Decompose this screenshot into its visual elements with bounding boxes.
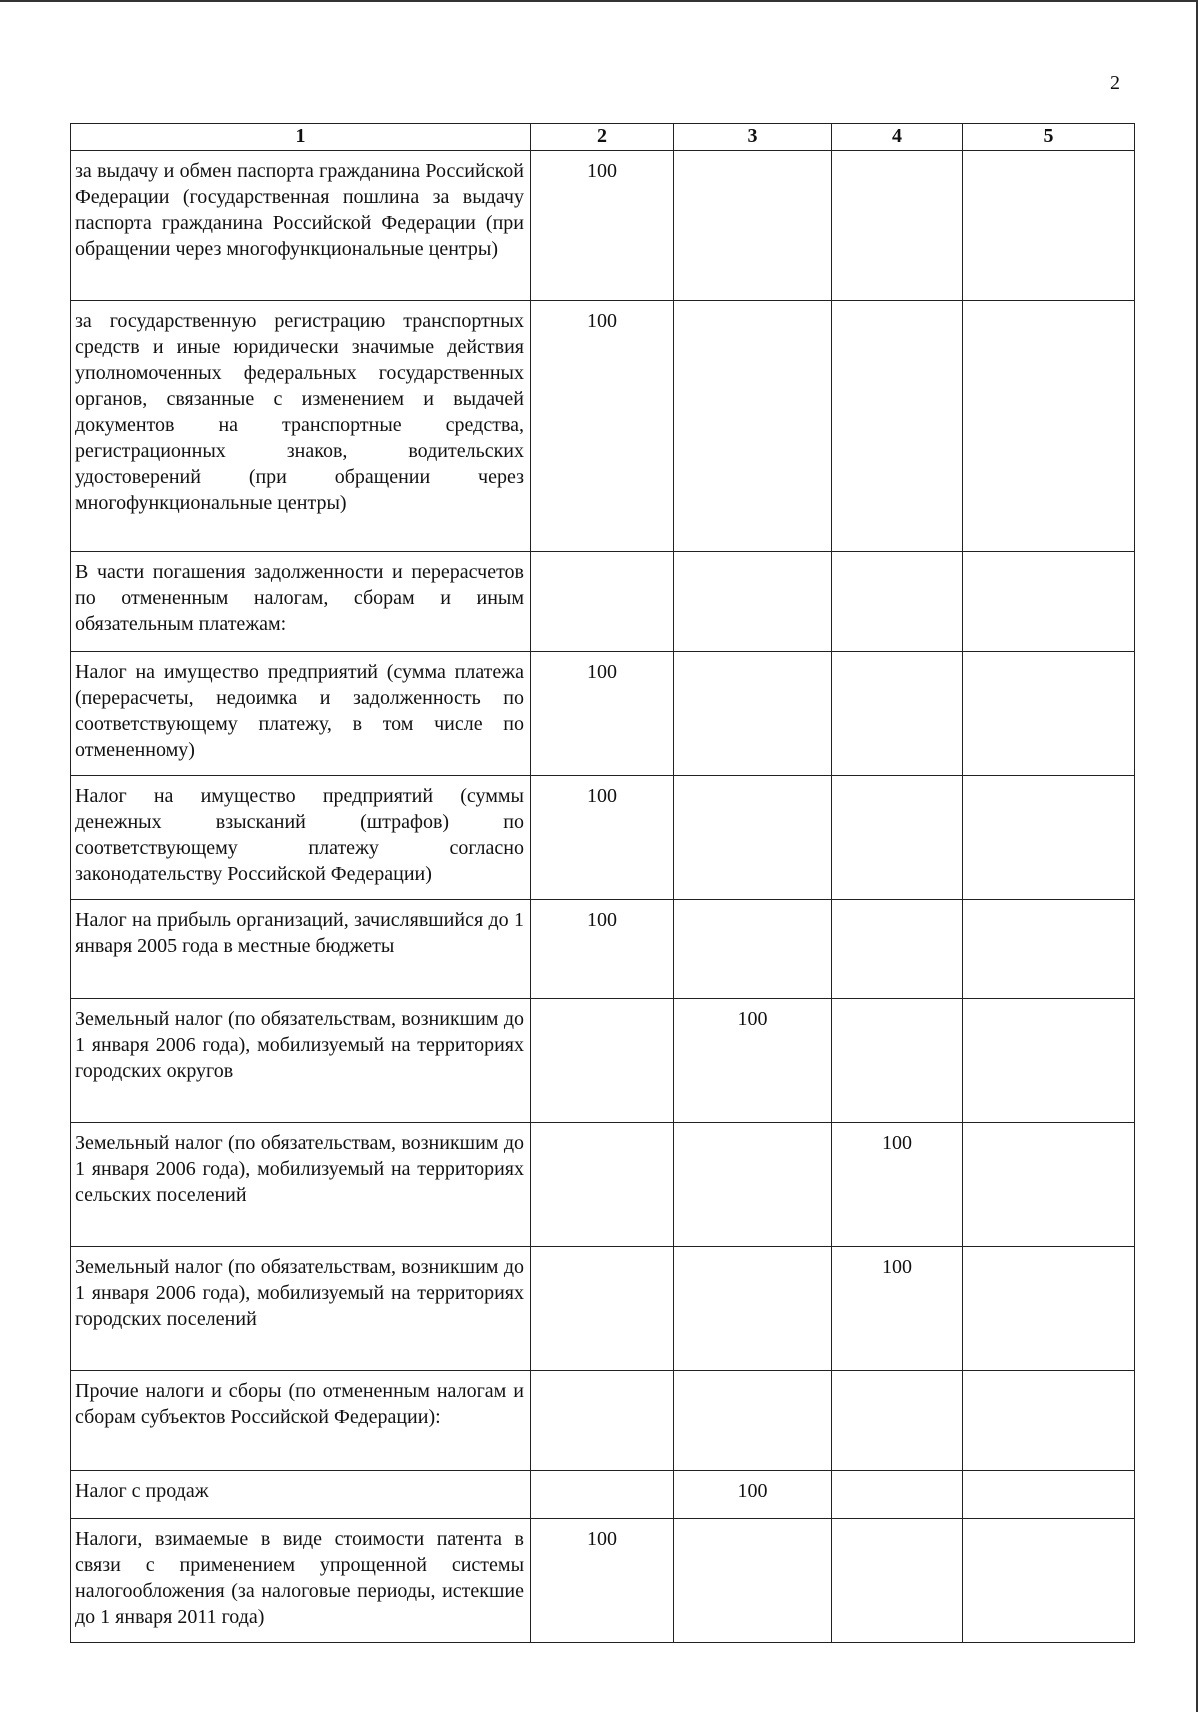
- row-col-4: [832, 900, 963, 999]
- row-col-5: [963, 1123, 1135, 1247]
- row-col-3: [674, 301, 832, 552]
- row-col-2: 100: [531, 776, 674, 900]
- row-name: В части погашения задолженности и перерасчетов по отмененным налогам, сборам и иным обязательным платежам:: [71, 552, 531, 652]
- table-row: [71, 999, 1135, 1123]
- row-col-2: 100: [531, 900, 674, 999]
- row-col-5: [963, 151, 1135, 301]
- row-col-2: 100: [531, 1519, 674, 1643]
- table-header-row: [71, 124, 1135, 151]
- table-row: [71, 652, 1135, 776]
- row-col-3: [674, 776, 832, 900]
- row-col-2: [531, 1123, 674, 1247]
- row-col-4: [832, 1371, 963, 1471]
- row-col-5: [963, 552, 1135, 652]
- row-col-4: [832, 1471, 963, 1519]
- row-col-5: [963, 301, 1135, 552]
- row-col-5: [963, 999, 1135, 1123]
- row-col-4: 100: [832, 1123, 963, 1247]
- budget-allocation-table: [70, 123, 1135, 1643]
- row-col-5: [963, 652, 1135, 776]
- row-col-4: [832, 652, 963, 776]
- row-name: за выдачу и обмен паспорта гражданина Российской Федерации (государственная пошлина за выдачу паспорта гражданина Российской Федерации (при обращении через многофункциональные центры): [71, 151, 531, 301]
- row-col-4: [832, 552, 963, 652]
- header-col-1: 1: [71, 124, 531, 151]
- row-col-4: [832, 1519, 963, 1643]
- row-col-2: [531, 999, 674, 1123]
- row-col-2: [531, 1471, 674, 1519]
- table-row: [71, 1247, 1135, 1371]
- header-col-2: 2: [531, 124, 674, 151]
- row-col-2: [531, 552, 674, 652]
- header-col-3: 3: [674, 124, 832, 151]
- table-row: [71, 552, 1135, 652]
- row-col-5: [963, 1371, 1135, 1471]
- table-row: [71, 1519, 1135, 1643]
- table-row: [71, 900, 1135, 999]
- row-name: Земельный налог (по обязательствам, возникшим до 1 января 2006 года), мобилизуемый на территориях городских округов: [71, 999, 531, 1123]
- row-col-4: [832, 151, 963, 301]
- table-row: [71, 301, 1135, 552]
- row-col-3: [674, 900, 832, 999]
- row-name: Налог на имущество предприятий (сумма платежа (перерасчеты, недоимка и задолженность по соответствующему платежу, в том числе по отмененному): [71, 652, 531, 776]
- row-col-3: [674, 652, 832, 776]
- row-name: Налог на прибыль организаций, зачислявшийся до 1 января 2005 года в местные бюджеты: [71, 900, 531, 999]
- row-col-3: [674, 1371, 832, 1471]
- table-row: [71, 151, 1135, 301]
- row-name: за государственную регистрацию транспортных средств и иные юридически значимые действия уполномоченных федеральных государственных органов, связанные с изменением и выдачей документов на транспортные средства, регистрационных знаков, водительских удостоверений (при обращении через многофункциональные центры): [71, 301, 531, 552]
- row-name: Налог с продаж: [71, 1471, 531, 1519]
- row-col-2: [531, 1247, 674, 1371]
- page-number: 2: [1110, 72, 1120, 94]
- table-row: [71, 776, 1135, 900]
- row-col-2: [531, 1371, 674, 1471]
- row-col-3: [674, 1519, 832, 1643]
- row-col-4: [832, 999, 963, 1123]
- row-col-2: 100: [531, 652, 674, 776]
- table-row: [71, 1123, 1135, 1247]
- row-col-3: [674, 1247, 832, 1371]
- row-col-3: [674, 552, 832, 652]
- header-col-4: 4: [832, 124, 963, 151]
- row-col-5: [963, 1519, 1135, 1643]
- table-row: [71, 1371, 1135, 1471]
- row-col-3: 100: [674, 1471, 832, 1519]
- row-col-3: [674, 1123, 832, 1247]
- header-col-5: 5: [963, 124, 1135, 151]
- row-name: Прочие налоги и сборы (по отмененным налогам и сборам субъектов Российской Федерации):: [71, 1371, 531, 1471]
- row-name: Налог на имущество предприятий (суммы денежных взысканий (штрафов) по соответствующему платежу согласно законодательству Российской Федерации): [71, 776, 531, 900]
- table-row: [71, 1471, 1135, 1519]
- row-col-3: 100: [674, 999, 832, 1123]
- row-col-3: [674, 151, 832, 301]
- row-name: Земельный налог (по обязательствам, возникшим до 1 января 2006 года), мобилизуемый на территориях сельских поселений: [71, 1123, 531, 1247]
- row-col-4: 100: [832, 1247, 963, 1371]
- row-name: Земельный налог (по обязательствам, возникшим до 1 января 2006 года), мобилизуемый на территориях городских поселений: [71, 1247, 531, 1371]
- row-col-2: 100: [531, 301, 674, 552]
- row-col-5: [963, 900, 1135, 999]
- row-col-4: [832, 776, 963, 900]
- row-col-4: [832, 301, 963, 552]
- row-col-5: [963, 776, 1135, 900]
- row-col-5: [963, 1247, 1135, 1371]
- row-col-2: 100: [531, 151, 674, 301]
- row-name: Налоги, взимаемые в виде стоимости патента в связи с применением упрощенной системы налогообложения (за налоговые периоды, истекшие до 1 января 2011 года): [71, 1519, 531, 1643]
- row-col-5: [963, 1471, 1135, 1519]
